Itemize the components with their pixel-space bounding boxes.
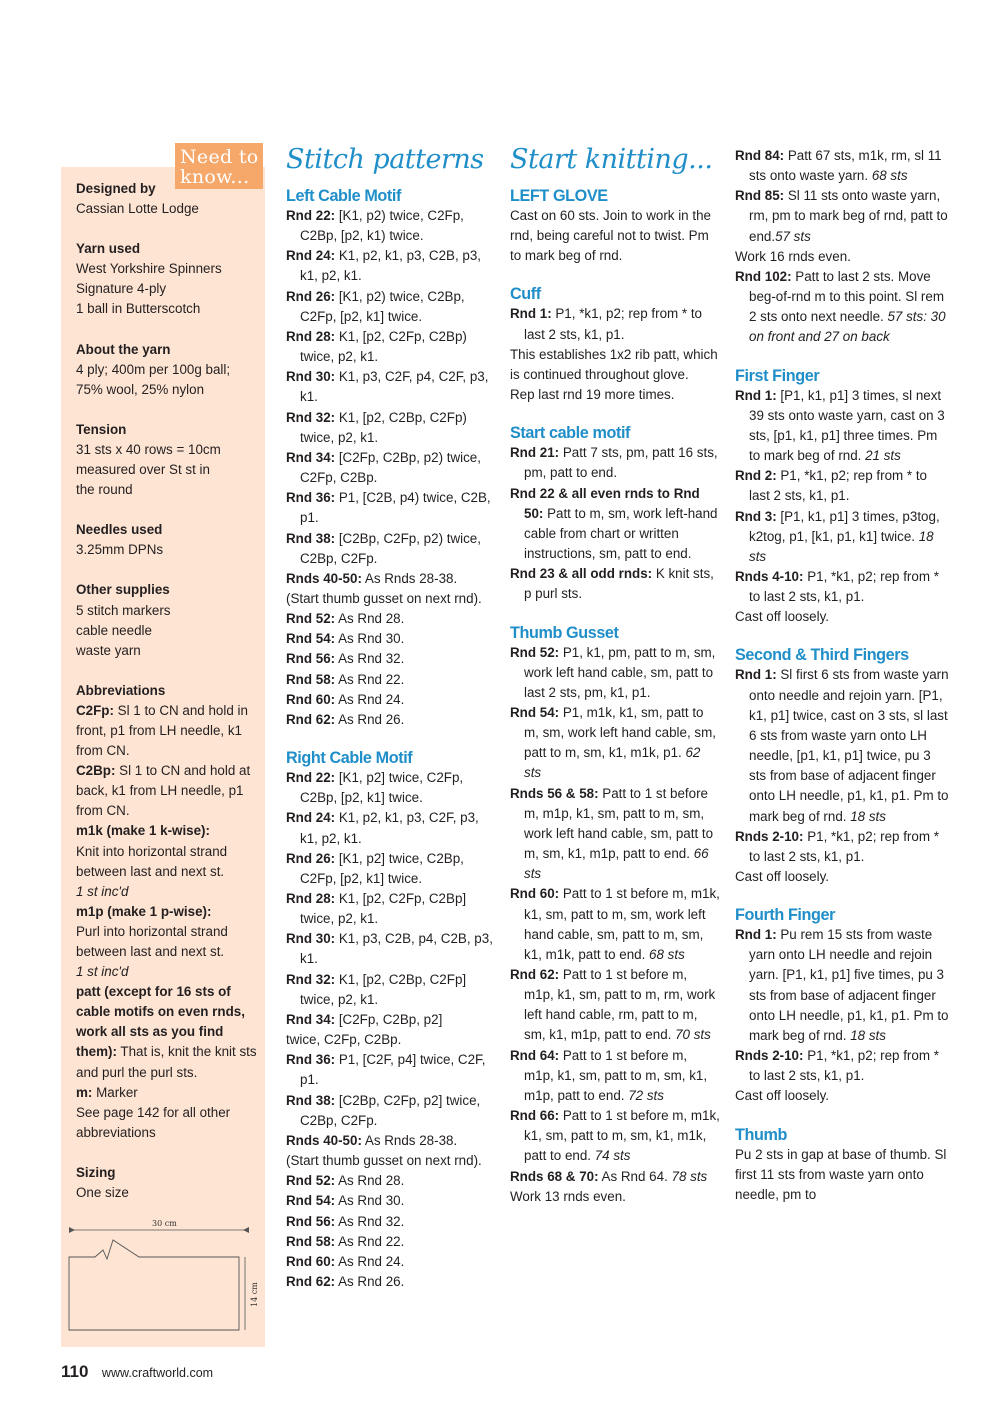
- left-cable-row: Rnd 26: [K1, p2) twice, C2Bp, C2Fp, [p2, k1] twice.: [286, 288, 465, 324]
- thumb-gusset-row: Rnd 64: Patt to 1 st before m, m1p, k1, sm, patt to m, sm, k1, m1p, patt to end. 72 sts: [510, 1047, 708, 1103]
- glove-size-diagram: [61, 1215, 265, 1340]
- cable-motif-row: Rnd 23 & all odd rnds: K knit sts, p purl sts.: [510, 566, 714, 602]
- sidebar-section-line: waste yarn: [76, 642, 141, 658]
- thumb-gusset-row: Rnd 66: Patt to 1 st before m, m1k, k1, sm, patt to m, sm, k1, m1k, patt to end. 74 sts: [510, 1108, 720, 1164]
- right-cable-row: Rnds 40-50: As Rnds 28-38.: [286, 1132, 458, 1148]
- glove-outline: [69, 1240, 239, 1330]
- sidebar-section-line: the round: [76, 482, 133, 498]
- left-cable-row: Rnd 36: P1, [C2B, p4) twice, C2B, p1.: [286, 490, 491, 526]
- first-finger-row: Rnd 1: [P1, k1, p1] 3 times, sl next 39 sts onto waste yarn, cast on 3 sts, [p1, k1, p1] three times. Pm to mark beg of rnd. 21 sts: [735, 387, 945, 464]
- sidebar-section-line: Cassian Lotte Lodge: [76, 201, 199, 217]
- thumb-gusset-row: Rnds 56 & 58: Patt to 1 st before m, m1p, k1, sm, patt to m, sm, work left hand cable, sm, patt to m, sm, k1, m1p, patt to end. 66 sts: [510, 785, 714, 882]
- left-cable-row: Rnd 30: K1, p3, C2F, p4, C2F, p3, k1.: [286, 369, 489, 405]
- right-cable-row: Rnd 32: K1, [p2, C2Bp, C2Fp] twice, p2, k1.: [286, 971, 467, 1007]
- thumb-text: Pu 2 sts in gap at base of thumb. Sl first 11 sts from waste yarn onto needle, pm to: [735, 1146, 947, 1202]
- abbr-c2bp: C2Bp: Sl 1 to CN and hold at back, k1 from LH needle, p1 from CN.: [76, 763, 251, 819]
- sidebar-section: [76, 340, 261, 400]
- right-rnd34-cont: twice, C2Fp, C2Bp.: [286, 1032, 402, 1048]
- cuff-text-2: Rep last rnd 19 more times.: [510, 387, 675, 403]
- sidebar-section-heading: Tension: [76, 421, 127, 437]
- rnd-102: Rnd 102: Patt to last 2 sts. Move beg-of-rnd m to this point. Sl rem 2 sts onto next needle. 57 sts: 30 on front and 27 on back: [735, 268, 946, 345]
- thumb-gusset-row: Rnd 54: P1, m1k, k1, sm, patt to m, sm, work left hand cable, sm, patt to m, sm, k1, m1k, p1. 62 sts: [510, 704, 716, 781]
- thumb-heading: Thumb: [735, 1125, 787, 1144]
- left-cable-row: Rnd 62: As Rnd 26.: [286, 711, 405, 727]
- sidebar-section: [76, 520, 261, 560]
- abbr-c2fp: C2Fp: Sl 1 to CN and hold in front, p1 from LH needle, k1 from CN.: [76, 702, 248, 759]
- right-cable-row: Rnd 28: K1, [p2, C2Fp, C2Bp] twice, p2, k1.: [286, 891, 467, 927]
- first-finger-row: Rnd 3: [P1, k1, p1] 3 times, p3tog, k2tog, p1, [k1, p1, k1] twice. 18 sts: [735, 508, 940, 564]
- width-label: 30 cm: [152, 1219, 177, 1228]
- left-thumb-note: (Start thumb gusset on next rnd).: [286, 590, 482, 606]
- left-cable-row: Rnd 54: As Rnd 30.: [286, 631, 405, 647]
- right-cable-row: Rnd 30: K1, p3, C2B, p4, C2B, p3, k1.: [286, 931, 493, 967]
- thumb-gusset-row: Rnd 60: Patt to 1 st before m, m1k, k1, sm, patt to m, sm, work left hand cable, sm, patt to m, sm, k1, m1k, patt to end. 68 sts: [510, 886, 720, 962]
- stitch-patterns-title: Stitch patterns: [286, 144, 484, 175]
- start-cable-motif-heading: Start cable motif: [510, 424, 631, 443]
- cable-motif-row: Rnd 21: Patt 7 sts, pm, patt 16 sts, pm, patt to end.: [510, 445, 718, 481]
- abbreviations-section: [76, 681, 261, 1143]
- left-cable-row: Rnd 22: [K1, p2) twice, C2Fp, C2Bp, [p2, k1) twice.: [286, 208, 464, 244]
- sizing-heading: Sizing: [76, 1164, 116, 1180]
- arrow-right-icon: [243, 1227, 249, 1233]
- sidebar-content: [76, 179, 261, 1223]
- hand-row: Rnd 85: Sl 11 sts onto waste yarn, rm, pm to mark beg of rnd, patt to end.57 sts: [735, 188, 948, 244]
- sidebar-section-line: West Yorkshire Spinners: [76, 261, 222, 277]
- right-cable-row: Rnd 34: [C2Fp, C2Bp, p2]: [286, 1011, 443, 1027]
- sidebar-section-line: Signature 4-ply: [76, 281, 167, 297]
- right-cable-row: Rnd 24: K1, p2, k1, p3, C2F, p3, k1, p2, k1.: [286, 810, 479, 846]
- sidebar-section-line: 1 ball in Butterscotch: [76, 301, 201, 317]
- cable-motif-row: Rnd 22 & all even rnds to Rnd 50: Patt to m, sm, work left-hand cable from chart or written instructions, sm, patt to end.: [510, 485, 718, 562]
- first-finger-heading: First Finger: [735, 366, 820, 385]
- sidebar-section-line: 31 sts x 40 rows = 10cm: [76, 441, 221, 457]
- right-cable-motif-heading: Right Cable Motif: [286, 749, 413, 768]
- sidebar-section-heading: About the yarn: [76, 341, 171, 357]
- left-cable-row: Rnd 56: As Rnd 32.: [286, 651, 405, 667]
- badge-line-1: Need to: [180, 146, 259, 168]
- start-knitting-title: Start knitting...: [510, 144, 713, 175]
- sidebar-section: [76, 580, 261, 660]
- sidebar-section-heading: Designed by: [76, 181, 156, 196]
- cuff-heading: Cuff: [510, 285, 541, 304]
- right-cable-row: Rnd 22: [K1, p2] twice, C2Fp, C2Bp, [p2, k1] twice.: [286, 770, 464, 806]
- abbr-patt: patt (except for 16 sts of cable motifs on even rnds, work all sts as you find them): That is, knit the knit sts and purl the purl sts.: [76, 984, 257, 1080]
- abbr-m: m: Marker: [76, 1084, 138, 1100]
- second-finger-row: Rnd 1: Sl first 6 sts from waste yarn onto needle and rejoin yarn. [P1, k1, p1] twice, cast on 3 sts, sl last 6 sts from waste yarn onto LH needle, [p1, k1, p1] twice, pu 3 sts from base of adjacent finger onto LH needle, p1, k1, p1. Pm to mark beg of rnd. 18 sts: [735, 667, 949, 824]
- website-link[interactable]: www.craftworld.com: [101, 1366, 214, 1380]
- thumb-gusset-row: Rnd 62: Patt to 1 st before m, m1p, k1, sm, patt to m, rm, work left hand cable, rm, patt to m, sm, k1, m1p, patt to end. 70 sts: [510, 967, 716, 1043]
- hand-row: Rnd 84: Patt 67 sts, m1k, rm, sl 11 sts onto waste yarn. 68 sts: [735, 148, 942, 184]
- abbreviations-heading: Abbreviations: [76, 682, 166, 698]
- start-knitting-column: [510, 142, 720, 1207]
- height-label: 14 cm: [250, 1282, 259, 1307]
- sizing-text: One size: [76, 1185, 129, 1201]
- sidebar-section: [76, 239, 261, 319]
- right-cable-row: Rnd 54: As Rnd 30.: [286, 1193, 405, 1209]
- fourth-finger-end: Cast off loosely.: [735, 1088, 830, 1104]
- arrow-left-icon: [69, 1227, 75, 1233]
- right-cable-row: Rnd 38: [C2Bp, C2Fp, p2] twice, C2Bp, C2Fp.: [286, 1092, 481, 1128]
- second-finger-end: Cast off loosely.: [735, 869, 830, 884]
- second-third-fingers-heading: Second & Third Fingers: [735, 646, 909, 665]
- left-cable-row: Rnd 52: As Rnd 28.: [286, 611, 405, 627]
- badge-line-2: know...: [180, 166, 250, 188]
- sidebar-section-line: 5 stitch markers: [76, 602, 171, 618]
- sidebar-section-line: 75% wool, 25% nylon: [76, 381, 205, 397]
- stitch-patterns-column: [286, 142, 496, 1292]
- sidebar-section-heading: Yarn used: [76, 241, 141, 257]
- sidebar-section-line: 4 ply; 400m per 100g ball;: [76, 361, 231, 377]
- gusset-end: Work 13 rnds even.: [510, 1188, 626, 1204]
- first-finger-row: Rnds 4-10: P1, *k1, p2; rep from * to last 2 sts, k1, p1.: [735, 568, 939, 605]
- thumb-gusset-heading: Thumb Gusset: [510, 623, 619, 642]
- left-cable-row: Rnd 32: K1, [p2, C2Bp, C2Fp) twice, p2, k1.: [286, 409, 467, 445]
- sidebar-section-line: measured over St st in: [76, 462, 210, 478]
- fourth-finger-row: Rnds 2-10: P1, *k1, p2; rep from * to last 2 sts, k1, p1.: [735, 1048, 939, 1084]
- page-footer: [61, 1362, 213, 1382]
- continued-column: [735, 146, 950, 1205]
- left-cable-row: Rnds 40-50: As Rnds 28-38.: [286, 570, 458, 586]
- right-thumb-note: (Start thumb gusset on next rnd).: [286, 1153, 482, 1169]
- abbr-m1k: m1k (make 1 k-wise): Knit into horizontal strand between last and next st. 1 st inc'd: [76, 823, 228, 899]
- thumb-gusset-row: Rnd 52: P1, k1, pm, patt to m, sm, work left hand cable, sm, patt to last 2 sts, pm, k1, p1.: [510, 644, 716, 700]
- abbr-m1p: m1p (make 1 p-wise): Purl into horizontal strand between last and next st. 1 st inc'd: [76, 903, 228, 980]
- right-cable-row: Rnd 58: As Rnd 22.: [286, 1233, 405, 1249]
- cuff-rnd1: Rnd 1: P1, *k1, p2; rep from * to last 2 sts, k1, p1.: [510, 306, 703, 342]
- sizing-section: [76, 1163, 261, 1203]
- work-16-rnds: Work 16 rnds even.: [735, 248, 851, 264]
- left-cable-row: Rnd 28: K1, [p2, C2Fp, C2Bp) twice, p2, k1.: [286, 328, 467, 365]
- second-finger-row: Rnds 2-10: P1, *k1, p2; rep from * to last 2 sts, k1, p1.: [735, 828, 939, 864]
- page-number: 110: [61, 1362, 89, 1381]
- need-to-know-sidebar: [61, 167, 265, 1347]
- right-cable-row: Rnd 56: As Rnd 32.: [286, 1213, 405, 1229]
- right-cable-row: Rnd 62: As Rnd 26.: [286, 1273, 405, 1289]
- fourth-finger-row: Rnd 1: Pu rem 15 sts from waste yarn onto LH needle and rejoin yarn. [P1, k1, p1] five times, pu 3 sts from base of adjacent finger onto LH needle, p1, k1, p1. Pm to mark beg of rnd. 18 sts: [735, 927, 949, 1043]
- left-glove-heading: LEFT GLOVE: [510, 187, 608, 205]
- left-cable-motif-heading: Left Cable Motif: [286, 187, 401, 205]
- sidebar-section: [76, 420, 261, 500]
- sidebar-section-heading: Other supplies: [76, 582, 170, 598]
- first-finger-row: Rnd 2: P1, *k1, p2; rep from * to last 2 sts, k1, p1.: [735, 468, 928, 504]
- thumb-gusset-row: Rnds 68 & 70: As Rnd 64. 78 sts: [510, 1168, 708, 1184]
- right-cable-row: Rnd 52: As Rnd 28.: [286, 1173, 405, 1189]
- left-cable-row: Rnd 24: K1, p2, k1, p3, C2B, p3, k1, p2, k1.: [286, 248, 482, 284]
- right-cable-row: Rnd 36: P1, [C2F, p4] twice, C2F, p1.: [286, 1052, 486, 1088]
- sidebar-section-line: 3.25mm DPNs: [76, 542, 164, 558]
- sidebar-section-line: cable needle: [76, 622, 152, 638]
- fourth-finger-heading: Fourth Finger: [735, 906, 836, 925]
- first-finger-end: Cast off loosely.: [735, 609, 830, 625]
- left-cable-row: Rnd 38: [C2Bp, C2Fp, p2) twice, C2Bp, C2Fp.: [286, 530, 481, 566]
- left-cable-row: Rnd 34: [C2Fp, C2Bp, p2) twice, C2Fp, C2Bp.: [286, 449, 481, 486]
- left-cable-row: Rnd 58: As Rnd 22.: [286, 671, 405, 687]
- left-glove-text: Cast on 60 sts. Join to work in the rnd, being careful not to twist. Pm to mark beg of rnd.: [510, 208, 711, 264]
- right-cable-row: Rnd 26: [K1, p2] twice, C2Bp, C2Fp, [p2, k1] twice.: [286, 850, 464, 886]
- left-cable-row: Rnd 60: As Rnd 24.: [286, 691, 405, 707]
- cuff-text-1: This establishes 1x2 rib patt, which is continued throughout glove.: [510, 346, 718, 382]
- need-to-know-badge: [175, 143, 263, 189]
- sidebar-section-heading: Needles used: [76, 522, 163, 538]
- right-cable-row: Rnd 60: As Rnd 24.: [286, 1253, 405, 1269]
- abbr-see-page: See page 142 for all other abbreviations: [76, 1104, 231, 1140]
